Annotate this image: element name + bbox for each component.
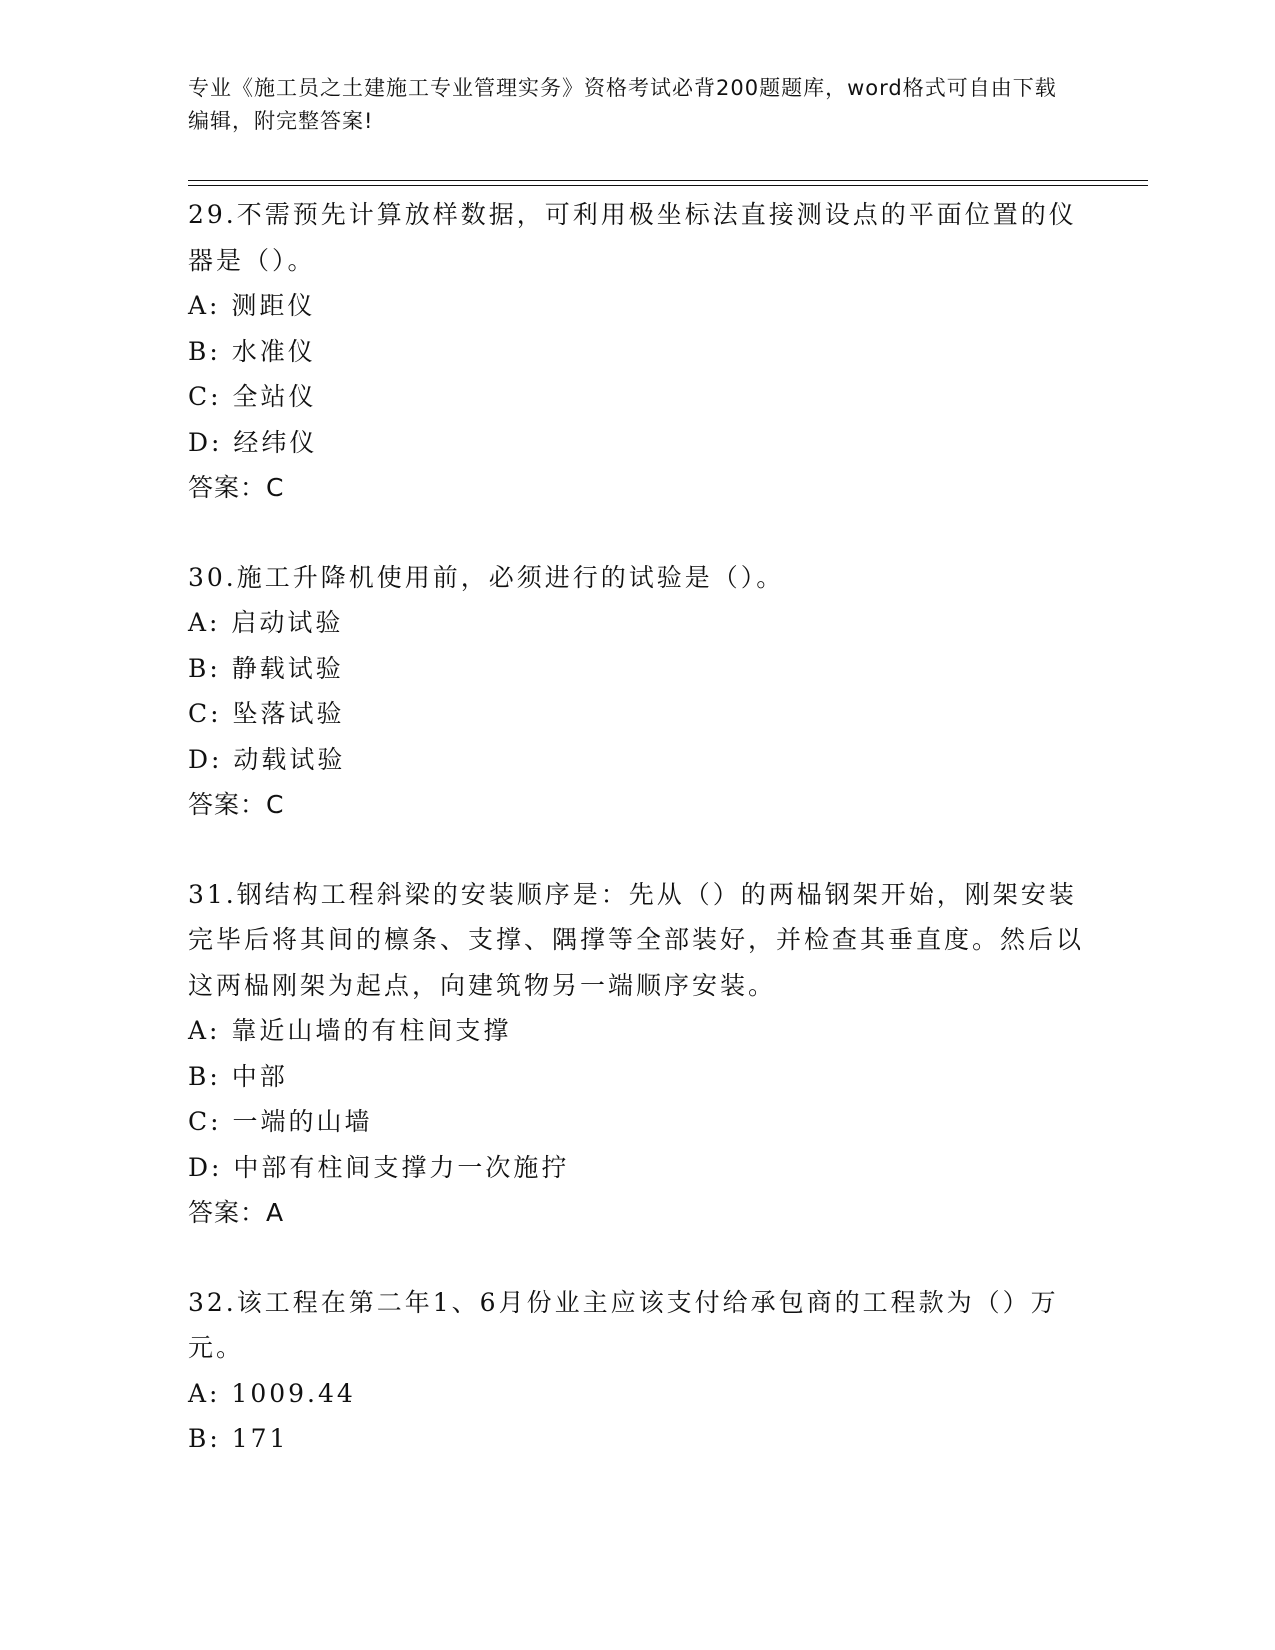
option-d: D: 经纬仪 (188, 427, 318, 457)
option-d: D: 中部有柱间支撑力一次施拧 (188, 1152, 570, 1182)
document-header: 专业《施工员之土建施工专业管理实务》资格考试必背200题题库，word格式可自由下载编辑，附完整答案! (188, 76, 1057, 133)
option-c: C: 一端的山墙 (188, 1107, 373, 1136)
option-b: B: 静载试验 (188, 653, 344, 683)
answer: 答案：C (188, 790, 285, 819)
question-text: 29.不需预先计算放样数据，可利用极坐标法直接测设点的平面位置的仪器是（）。 (188, 200, 1077, 275)
header-divider-bottom (188, 185, 1148, 186)
answer: 答案：C (188, 473, 285, 502)
option-a: A: 测距仪 (188, 291, 316, 320)
question-31 (188, 872, 1088, 1236)
option-c: C: 全站仪 (188, 382, 317, 411)
option-c: C: 坠落试验 (188, 699, 345, 728)
question-text: 30.施工升降机使用前，必须进行的试验是（）。 (188, 562, 785, 592)
question-list (188, 192, 1088, 1506)
option-a: A: 启动试验 (188, 608, 344, 637)
question-text: 31.钢结构工程斜梁的安装顺序是：先从（）的两榀钢架开始，刚架安装完毕后将其间的檩条、支撑、隅撑等全部装好，并检查其垂直度。然后以这两榀刚架为起点，向建筑物另一端顺序安装。 (188, 879, 1085, 1000)
option-b: B: 171 (188, 1424, 289, 1453)
question-29 (188, 192, 1088, 511)
option-b: B: 中部 (188, 1061, 288, 1091)
header-divider-top (188, 180, 1148, 181)
option-a: A: 1009.44 (188, 1378, 356, 1408)
question-32 (188, 1280, 1088, 1462)
option-b: B: 水准仪 (188, 336, 316, 366)
option-a: A: 靠近山墙的有柱间支撑 (188, 1016, 512, 1045)
question-30 (188, 555, 1088, 828)
answer: 答案：A (188, 1198, 285, 1227)
question-text: 32.该工程在第二年1、6月份业主应该支付给承包商的工程款为（）万元。 (188, 1287, 1059, 1362)
option-d: D: 动载试验 (188, 744, 346, 774)
